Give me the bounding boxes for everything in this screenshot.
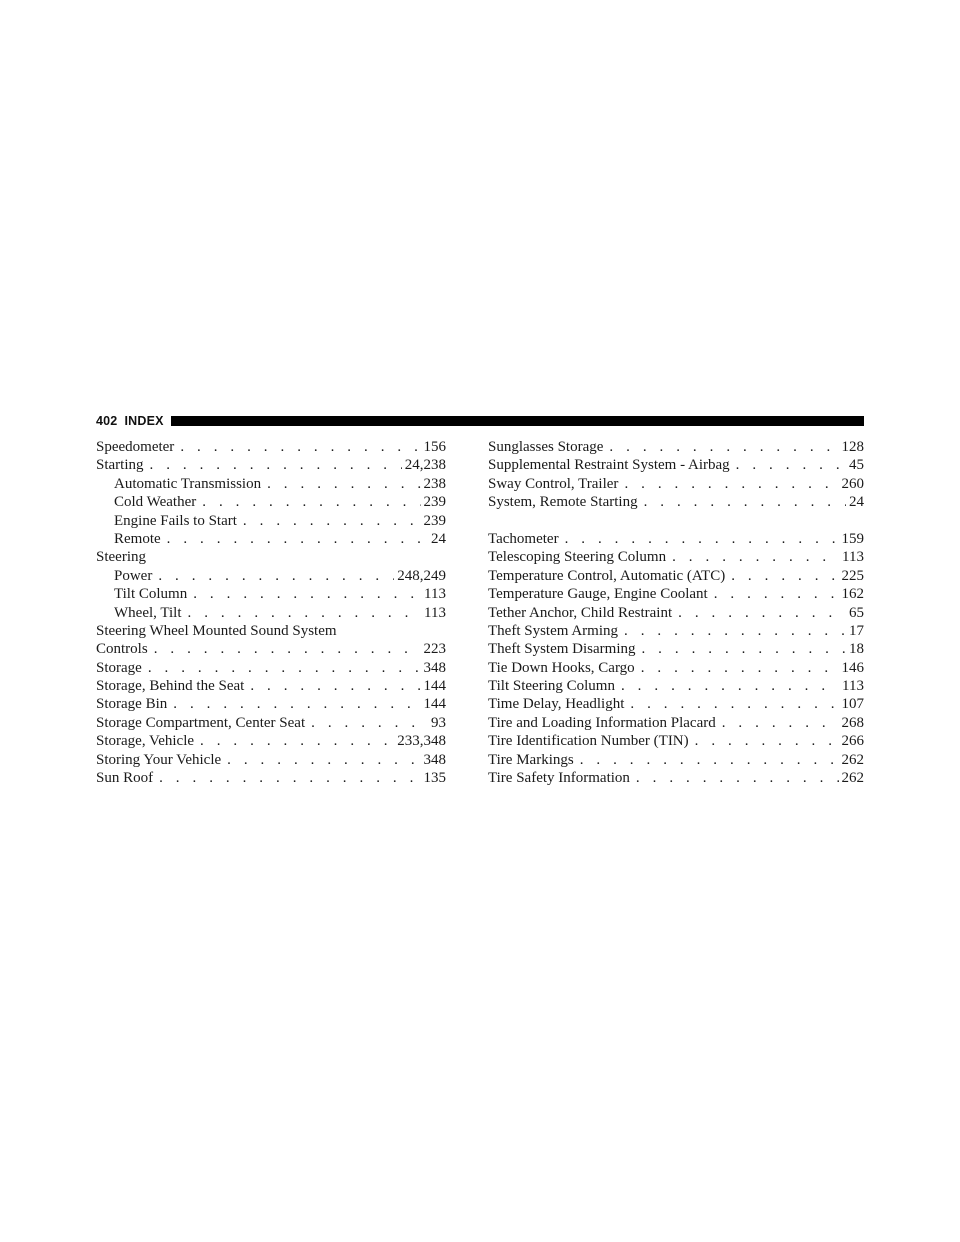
entry-page-number: 24 <box>431 530 446 547</box>
entry-label: Storage <box>96 659 142 676</box>
dot-leader <box>731 567 838 585</box>
dot-leader <box>227 751 420 769</box>
entry-page-number: 18 <box>849 641 864 658</box>
entry-label: Wheel, Tilt <box>114 604 182 621</box>
entry-label: Tire Safety Information <box>488 770 630 787</box>
index-entry <box>488 622 864 640</box>
dot-leader <box>200 732 394 750</box>
entry-page-number: 113 <box>842 549 864 566</box>
dot-leader <box>636 769 839 787</box>
entry-label: Sun Roof <box>96 770 154 787</box>
entry-page-number: 223 <box>423 641 446 658</box>
entry-label: Storage Compartment, Center Seat <box>96 714 306 731</box>
dot-leader <box>678 604 846 622</box>
dot-leader <box>267 475 420 493</box>
entry-page-number: 348 <box>423 751 446 768</box>
dot-leader <box>624 475 838 493</box>
entry-label: Starting <box>96 457 144 474</box>
index-entry <box>488 659 864 677</box>
dot-leader <box>202 493 420 511</box>
dot-leader <box>630 695 838 713</box>
index-column-right <box>488 438 864 787</box>
index-entry <box>96 659 446 677</box>
entry-label: Theft System Disarming <box>488 641 636 658</box>
entry-page-number: 348 <box>423 659 446 676</box>
entry-page-number: 225 <box>841 567 864 584</box>
index-entry <box>96 769 446 787</box>
dot-leader <box>672 548 839 566</box>
entry-page-number: 156 <box>423 439 446 455</box>
entry-page-number: 24 <box>849 494 864 511</box>
dot-leader <box>311 714 428 732</box>
entry-label: Controls <box>96 641 148 658</box>
entry-label: Tilt Column <box>114 586 188 603</box>
page-header <box>96 412 864 430</box>
index-entry <box>96 438 446 456</box>
entry-page-number: 144 <box>423 678 446 695</box>
entry-label: Automatic Transmission <box>114 475 262 492</box>
dot-leader <box>722 714 839 732</box>
dot-leader <box>641 659 839 677</box>
entry-page-number: 238 <box>423 475 446 492</box>
index-entry <box>488 677 864 695</box>
entry-page-number: 135 <box>423 770 446 787</box>
dot-leader <box>158 567 394 585</box>
dot-leader <box>167 530 428 548</box>
entry-page-number: 93 <box>431 714 446 731</box>
index-entry <box>488 456 864 474</box>
dot-leader <box>641 640 846 658</box>
index-entry <box>96 640 446 658</box>
entry-page-number: 266 <box>841 733 864 750</box>
index-heading: Steering Wheel Mounted Sound System <box>96 622 337 639</box>
index-entry <box>96 732 446 750</box>
index-column-left <box>96 438 446 787</box>
index-entry <box>96 677 446 695</box>
index-entry <box>488 438 864 456</box>
dot-leader <box>624 622 846 640</box>
index-entry <box>488 769 864 787</box>
entry-page-number: 107 <box>841 696 864 713</box>
index-subentry <box>96 530 446 548</box>
header-rule <box>171 416 864 426</box>
index-entry <box>96 695 446 713</box>
entry-page-number: 146 <box>841 659 864 676</box>
dot-leader <box>150 456 402 474</box>
entry-page-number: 113 <box>842 678 864 695</box>
index-subentry <box>96 567 446 585</box>
entry-page-number: 159 <box>841 530 864 547</box>
dot-leader <box>180 438 420 456</box>
entry-label: Remote <box>114 530 161 547</box>
index-entry <box>96 751 446 769</box>
entry-label: Sway Control, Trailer <box>488 475 619 492</box>
entry-label: Supplemental Restraint System - Airbag <box>488 457 730 474</box>
index-entry <box>488 751 864 769</box>
entry-page-number: 260 <box>841 475 864 492</box>
entry-page-number: 233,348 <box>397 733 446 750</box>
entry-page-number: 262 <box>841 751 864 768</box>
entry-label: Cold Weather <box>114 494 197 511</box>
dot-leader <box>565 530 839 548</box>
entry-label: Tether Anchor, Child Restraint <box>488 604 673 621</box>
dot-leader <box>148 659 421 677</box>
entry-label: Power <box>114 567 153 584</box>
dot-leader <box>695 732 839 750</box>
index-entry <box>488 695 864 713</box>
index-entry <box>488 714 864 732</box>
index-subentry <box>96 475 446 493</box>
entry-page-number: 113 <box>424 604 446 621</box>
entry-label: Theft System Arming <box>488 622 618 639</box>
entry-page-number: 262 <box>841 770 864 787</box>
index-entry <box>488 530 864 548</box>
dot-leader <box>173 695 420 713</box>
entry-page-number: 17 <box>849 622 864 639</box>
entry-page-number: 239 <box>423 494 446 511</box>
index-entry <box>488 493 864 511</box>
index-entry <box>488 640 864 658</box>
entry-label: Sunglasses Storage <box>488 439 604 455</box>
dot-leader <box>250 677 420 695</box>
index-entry <box>96 456 446 474</box>
dot-leader <box>159 769 420 787</box>
entry-label: Speedometer <box>96 439 175 455</box>
dot-leader <box>644 493 846 511</box>
entry-page-number: 24,238 <box>404 457 446 474</box>
dot-leader <box>714 585 839 603</box>
entry-page-number: 65 <box>849 604 864 621</box>
entry-label: Tachometer <box>488 530 559 547</box>
entry-label: Tire Identification Number (TIN) <box>488 733 689 750</box>
entry-label: Storage, Vehicle <box>96 733 195 750</box>
entry-label: Temperature Control, Automatic (ATC) <box>488 567 726 584</box>
entry-label: Engine Fails to Start <box>114 512 237 529</box>
index-entry <box>488 604 864 622</box>
index-entry <box>96 714 446 732</box>
entry-label: Telescoping Steering Column <box>488 549 667 566</box>
index-entry <box>488 732 864 750</box>
entry-label: Storing Your Vehicle <box>96 751 222 768</box>
entry-page-number: 162 <box>841 586 864 603</box>
entry-label: Storage, Behind the Seat <box>96 678 245 695</box>
entry-label: Temperature Gauge, Engine Coolant <box>488 586 708 603</box>
dot-leader <box>580 751 839 769</box>
letter-group-gap <box>488 512 864 530</box>
dot-leader <box>188 604 422 622</box>
index-entry <box>488 585 864 603</box>
index-subentry <box>96 493 446 511</box>
dot-leader <box>621 677 839 695</box>
page-number: 402 <box>96 414 118 428</box>
entry-page-number: 45 <box>849 457 864 474</box>
entry-page-number: 268 <box>841 714 864 731</box>
entry-label: Tie Down Hooks, Cargo <box>488 659 635 676</box>
entry-label: Tire Markings <box>488 751 574 768</box>
entry-page-number: 113 <box>424 586 446 603</box>
index-subentry <box>96 512 446 530</box>
index-entry <box>488 475 864 493</box>
entry-label: Tire and Loading Information Placard <box>488 714 716 731</box>
entry-page-number: 248,249 <box>397 567 446 584</box>
dot-leader <box>193 585 421 603</box>
entry-page-number: 144 <box>423 696 446 713</box>
index-subentry <box>96 585 446 603</box>
dot-leader <box>736 456 846 474</box>
entry-label: System, Remote Starting <box>488 494 638 511</box>
entry-label: Storage Bin <box>96 696 168 713</box>
entry-page-number: 239 <box>423 512 446 529</box>
index-subentry <box>96 604 446 622</box>
index-entry <box>488 567 864 585</box>
entry-label: Time Delay, Headlight <box>488 696 625 713</box>
dot-leader <box>609 438 838 456</box>
entry-page-number: 128 <box>841 439 864 455</box>
dot-leader <box>243 512 421 530</box>
section-title: INDEX <box>124 414 164 428</box>
entry-label: Tilt Steering Column <box>488 678 615 695</box>
index-entry <box>488 548 864 566</box>
dot-leader <box>154 640 421 658</box>
index-heading: Steering <box>96 549 146 566</box>
